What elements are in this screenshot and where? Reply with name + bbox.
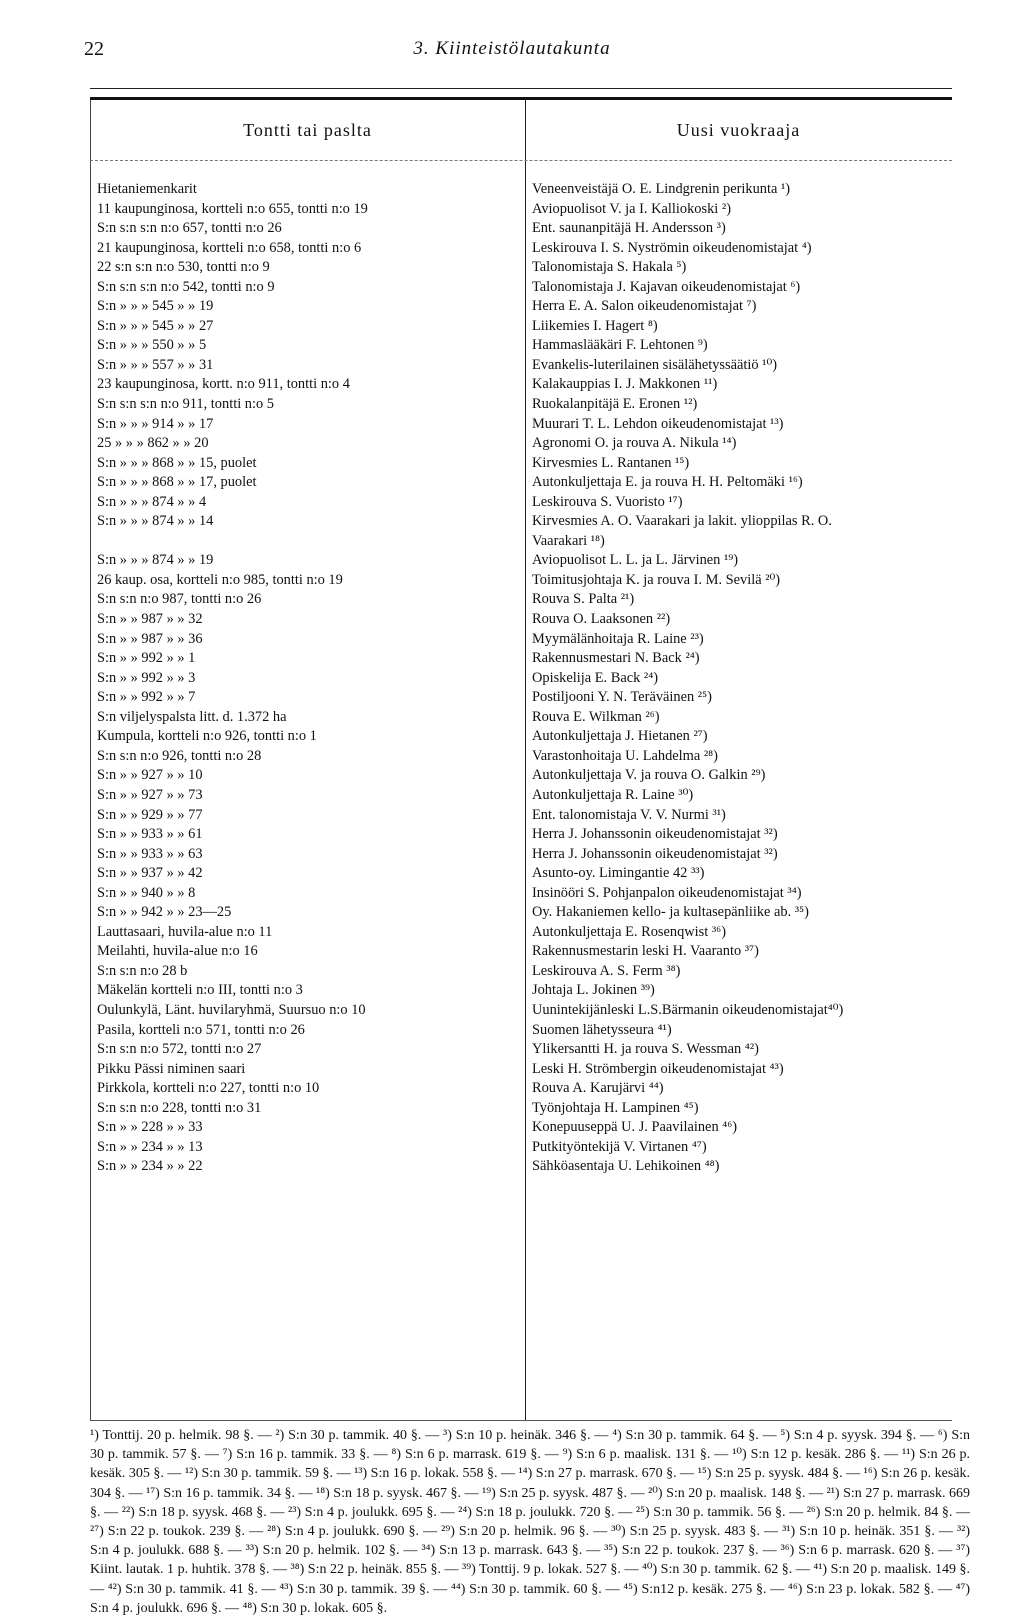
tenant-row: Sähköasentaja U. Lehikoinen ⁴⁸)	[532, 1158, 720, 1175]
tenant-row: Ent. saunanpitäjä H. Andersson ³)	[532, 220, 726, 237]
tenant-row: Ruokalanpitäjä E. Eronen ¹²)	[532, 396, 698, 413]
tenant-row: Opiskelija E. Back ²⁴)	[532, 669, 659, 686]
plot-row: S:n » » 228 » » 33	[97, 1119, 203, 1136]
plot-row: S:n » » 942 » » 23—25	[97, 904, 232, 921]
tenant-row: Konepuuseppä U. J. Paavilainen ⁴⁶)	[532, 1119, 738, 1136]
tenant-row: Ent. talonomistaja V. V. Nurmi ³¹)	[532, 806, 726, 823]
tenant-row: Autonkuljettaja V. ja rouva O. Galkin ²⁹)	[532, 767, 766, 784]
tenant-row: Kalakauppias I. J. Makkonen ¹¹)	[532, 376, 718, 393]
plot-row: S:n » » 940 » » 8	[97, 884, 196, 901]
plot-row: S:n s:n n:o 987, tontti n:o 26	[97, 591, 262, 608]
tenant-row: Leskirouva S. Vuoristo ¹⁷)	[532, 493, 683, 510]
tenant-row: Hammaslääkäri F. Lehtonen ⁹)	[532, 337, 708, 354]
top-rule-thick	[90, 97, 952, 100]
tenant-row: Aviopuolisot L. L. ja L. Järvinen ¹⁹)	[532, 552, 739, 569]
footnotes: ¹) Tonttij. 20 p. helmik. 98 §. — ²) S:n 30 p. tammik. 40 §. — ³) S:n 10 p. heinäk. 346 §. — ⁴) S:n 30 p. tammik. 64 §. — ⁵) S:n 4 p. syysk. 394 §. — ⁶) S:n 30 p. tammik. 57 §. — ⁷) S:n 16 p. tammik. 33 §. — ⁸) S:n 6 p. marrask. 619 §. — ⁹) S:n 6 p. maalisk. 131 §. — ¹⁰) S:n 12 p. kesäk. 286 §. — ¹¹) S:n 26 p. kesäk. 305 §. — ¹²) S:n 30 p. tammik. 59 §. — ¹³) S:n 16 p. lokak. 558 §. — ¹⁴) S:n 27 p. marrask. 670 §. — ¹⁵) S:n 25 p. syysk. 484 §. — ¹⁶) S:n 26 p. kesäk. 304 §. — ¹⁷) S:n 16 p. tammik. 34 §. — ¹⁸) S:n 18 p. syysk. 467 §. — ¹⁹) S:n 25 p. syysk. 487 §. — ²⁰) S:n 20 p. maalisk. 148 §. — ²¹) S:n 27 p. marrask. 669 §. — ²²) S:n 18 p. syysk. 468 §. — ²³) S:n 4 p. joulukk. 695 §. — ²⁴) S:n 18 p. joulukk. 720 §. — ²⁵) S:n 30 p. tammik. 56 §. — ²⁶) S:n 20 p. helmik. 84 §. — ²⁷) S:n 22 p. toukok. 239 §. — ²⁸) S:n 4 p. joulukk. 690 §. — ²⁹) S:n 20 p. helmik. 96 §. — ³⁰) S:n 25 p. syysk. 483 §. — ³¹) S:n 10 p. heinäk. 351 §. — ³²) S:n 4 p. joulukk. 688 §. — ³³) S:n 20 p. helmik. 102 §. — ³⁴) S:n 13 p. marrask. 643 §. — ³⁵) S:n 22 p. toukok. 237 §. — ³⁶) S:n 6 p. marrask. 620 §. — ³⁷) Kiint. lautak. 1 p. huhtik. 378 §. — ³⁸) S:n 22 p. heinäk. 855 §. — ³⁹) Tonttij. 9 p. lokak. 527 §. — ⁴⁰) S:n 30 p. tammik. 62 §. — ⁴¹) S:n 20 p. maalisk. 149 §. — ⁴²) S:n 30 p. tammik. 41 §. — ⁴³) S:n 30 p. tammik. 39 §. — ⁴⁴) S:n 30 p. tammik. 60 §. — ⁴⁵) S:n12 p. kesäk. 275 §. — ⁴⁶) S:n 23 p. lokak. 582 §. — ⁴⁷) S:n 4 p. joulukk. 696 §. — ⁴⁸) S:n 30 p. lokak. 605 §.	[90, 1428, 970, 1616]
plot-row: S:n » » » 874 » » 4	[97, 493, 207, 510]
tenant-row: Johtaja L. Jokinen ³⁹)	[532, 982, 655, 999]
plot-row: 23 kaupunginosa, kortt. n:o 911, tontti n:o 4	[97, 376, 350, 393]
tenant-row: Myymälänhoitaja R. Laine ²³)	[532, 630, 704, 647]
plot-row: Hietaniemenkarit	[97, 181, 197, 197]
tenant-row: Leskirouva I. S. Nyströmin oikeudenomistajat ⁴)	[532, 239, 812, 256]
plot-row: S:n s:n s:n n:o 542, tontti n:o 9	[97, 278, 275, 295]
plot-row: S:n » » » 868 » » 17, puolet	[97, 474, 257, 491]
plot-row: S:n » » » 914 » » 17	[97, 415, 214, 432]
tenant-row: Evankelis-luterilainen sisälähetyssäätiö ¹⁰)	[532, 356, 778, 373]
tenant-row: Rakennusmestarin leski H. Vaaranto ³⁷)	[532, 943, 759, 960]
plot-row: S:n » » 992 » » 1	[97, 650, 196, 667]
tenant-row: Talonomistaja J. Kajavan oikeudenomistajat ⁶)	[532, 278, 801, 295]
plot-row: 22 s:n s:n n:o 530, tontti n:o 9	[97, 259, 270, 276]
plot-row: S:n » » » 874 » » 14	[97, 513, 214, 530]
plot-row: S:n s:n s:n n:o 657, tontti n:o 26	[97, 220, 282, 237]
plot-row: S:n s:n n:o 28 b	[97, 962, 188, 979]
tenant-row: Asunto-oy. Limingantie 42 ³³)	[532, 865, 705, 882]
tenant-row: Kirvesmies A. O. Vaarakari ja lakit. ylioppilas R. O.	[532, 513, 832, 530]
tenant-row: Toimitusjohtaja K. ja rouva I. M. Sevilä ²⁰)	[532, 571, 781, 588]
page-number: 22	[84, 38, 104, 60]
tenant-row: Putkityöntekijä V. Virtanen ⁴⁷)	[532, 1138, 707, 1155]
tenant-row: Autonkuljettaja R. Laine ³⁰)	[532, 786, 694, 803]
footnote-rule	[90, 1420, 952, 1421]
tenant-row: Aviopuolisot V. ja I. Kalliokoski ²)	[532, 200, 731, 217]
plot-row: S:n s:n n:o 228, tontti n:o 31	[97, 1099, 262, 1116]
tenant-row: Postiljooni Y. N. Teräväinen ²⁵)	[532, 689, 712, 706]
tenant-row: Herra J. Johanssonin oikeudenomistajat ³²)	[532, 845, 778, 862]
tenant-row: Rouva O. Laaksonen ²²)	[532, 611, 671, 628]
plot-row: S:n » » » 545 » » 19	[97, 298, 214, 315]
plot-row: S:n » » » 868 » » 15, puolet	[97, 454, 257, 471]
plot-row: S:n » » » 557 » » 31	[97, 356, 214, 373]
plot-row: 26 kaup. osa, kortteli n:o 985, tontti n:o 19	[97, 571, 343, 588]
plot-row: S:n s:n n:o 926, tontti n:o 28	[97, 747, 262, 764]
tenant-row: Muurari T. L. Lehdon oikeudenomistajat ¹³)	[532, 415, 784, 432]
plot-row: S:n » » 927 » » 73	[97, 786, 203, 803]
plot-row: S:n s:n n:o 572, tontti n:o 27	[97, 1041, 262, 1058]
tenant-row: Talonomistaja S. Hakala ⁵)	[532, 259, 687, 276]
tenant-column	[532, 180, 956, 1177]
plot-row: S:n » » » 874 » » 19	[97, 552, 214, 569]
tenant-row: Agronomi O. ja rouva A. Nikula ¹⁴)	[532, 435, 737, 452]
tenant-row: Leskirouva A. S. Ferm ³⁸)	[532, 962, 681, 979]
plot-row: S:n » » 927 » » 10	[97, 767, 203, 784]
plot-row: S:n » » 992 » » 7	[97, 689, 196, 706]
tenant-row: Herra E. A. Salon oikeudenomistajat ⁷)	[532, 298, 757, 315]
plot-row: Meilahti, huvila-alue n:o 16	[97, 943, 258, 960]
plot-row: S:n » » » 550 » » 5	[97, 337, 207, 354]
plot-row: Mäkelän kortteli n:o III, tontti n:o 3	[97, 982, 303, 999]
tenant-row: Liikemies I. Hagert ⁸)	[532, 317, 658, 334]
tenant-row: Herra J. Johanssonin oikeudenomistajat ³²)	[532, 826, 778, 843]
tenant-row: Autonkuljettaja J. Hietanen ²⁷)	[532, 728, 708, 745]
plot-row: S:n » » 987 » » 32	[97, 611, 203, 628]
plot-row: S:n » » 929 » » 77	[97, 806, 203, 823]
plot-row: S:n » » 234 » » 13	[97, 1138, 203, 1155]
tenant-row: Oy. Hakaniemen kello- ja kultasepänliike ab. ³⁵)	[532, 904, 809, 921]
header-tenant: Uusi vuokraaja	[676, 120, 801, 140]
plot-row: Kumpula, kortteli n:o 926, tontti n:o 1	[97, 728, 317, 745]
plot-column	[97, 180, 521, 1177]
plot-row: S:n » » 933 » » 61	[97, 826, 203, 843]
plot-row: S:n » » 992 » » 3	[97, 669, 196, 686]
plot-row: Lauttasaari, huvila-alue n:o 11	[97, 923, 273, 940]
plot-row: Pirkkola, kortteli n:o 227, tontti n:o 10	[97, 1080, 320, 1097]
plot-row: S:n » » 987 » » 36	[97, 630, 203, 647]
tenant-row: Ylikersantti H. ja rouva S. Wessman ⁴²)	[532, 1041, 759, 1058]
tenant-row: Kirvesmies L. Rantanen ¹⁵)	[532, 454, 690, 471]
tenant-row: Autonkuljettaja E. ja rouva H. H. Peltomäki ¹⁶)	[532, 474, 803, 491]
tenant-row: Rouva A. Karujärvi ⁴⁴)	[532, 1080, 664, 1097]
plot-row: Pikku Pässi niminen saari	[97, 1060, 246, 1077]
plot-row	[97, 532, 521, 552]
tenant-row: Rouva S. Palta ²¹)	[532, 591, 635, 608]
header-plot: Tontti tai paslta	[243, 120, 372, 140]
plot-row: 25 » » » 862 » » 20	[97, 435, 209, 452]
plot-row: 11 kaupunginosa, kortteli n:o 655, tontti n:o 19	[97, 200, 368, 217]
plot-row: S:n viljelyspalsta litt. d. 1.372 ha	[97, 708, 287, 725]
column-divider	[525, 100, 526, 1420]
running-head: 3. Kiinteistölautakunta	[413, 38, 611, 59]
tenant-row: Vaarakari ¹⁸)	[532, 532, 605, 549]
table-left-edge	[90, 100, 91, 1420]
tenant-row: Rakennusmestari N. Back ²⁴)	[532, 650, 700, 667]
header-rule	[90, 160, 952, 161]
tenant-row: Veneenveistäjä O. E. Lindgrenin perikunta ¹)	[532, 181, 791, 197]
top-rule-thin	[90, 88, 952, 89]
tenant-row: Rouva E. Wilkman ²⁶)	[532, 708, 660, 725]
tenant-row: Suomen lähetysseura ⁴¹)	[532, 1021, 672, 1038]
plot-row: S:n » » 234 » » 22	[97, 1158, 203, 1175]
plot-row: 21 kaupunginosa, kortteli n:o 658, tontti n:o 6	[97, 239, 362, 256]
plot-row: Oulunkylä, Länt. huvilaryhmä, Suursuo n:o 10	[97, 1001, 366, 1018]
plot-row: S:n » » 933 » » 63	[97, 845, 203, 862]
plot-row: S:n s:n s:n n:o 911, tontti n:o 5	[97, 396, 274, 413]
plot-row: Pasila, kortteli n:o 571, tontti n:o 26	[97, 1021, 305, 1038]
plot-row: S:n » » 937 » » 42	[97, 865, 203, 882]
tenant-row: Työnjohtaja H. Lampinen ⁴⁵)	[532, 1099, 699, 1116]
plot-row: S:n » » » 545 » » 27	[97, 317, 214, 334]
tenant-row: Uunintekijänleski L.S.Bärmanin oikeudenomistajat⁴⁰)	[532, 1001, 844, 1018]
tenant-row: Varastonhoitaja U. Lahdelma ²⁸)	[532, 747, 718, 764]
tenant-row: Autonkuljettaja E. Rosenqwist ³⁶)	[532, 923, 726, 940]
tenant-row: Leski H. Strömbergin oikeudenomistajat ⁴³)	[532, 1060, 784, 1077]
tenant-row: Insinööri S. Pohjanpalon oikeudenomistajat ³⁴)	[532, 884, 802, 901]
